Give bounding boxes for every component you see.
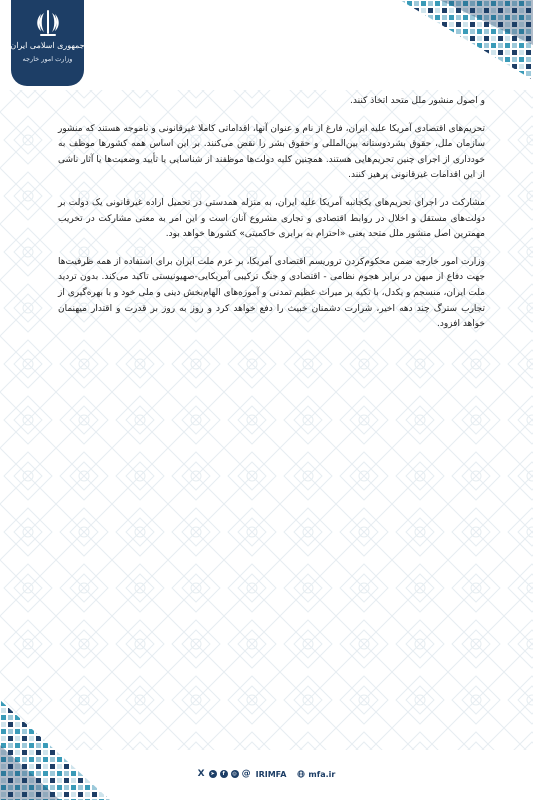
social-handle[interactable]: IRIMFA bbox=[255, 769, 287, 779]
paragraph-3: مشارکت در اجرای تحریم‌های یکجانبه آمریکا علیه ایران، به منزله همدستی در تحمیل اراده غیرقانونی یک دولت بر دولت‌های مستقل و اخلال در روابط اقتصادی و تجاری مشروع آنان است و این امر به معنی مشارکت در تخریب مهمترین اصل منشور ملل متحد یعنی «احترام به برابری حاکمیتی» کشورها خواهد بود. bbox=[58, 197, 485, 240]
telegram-icon[interactable]: ➤ bbox=[210, 771, 215, 777]
paragraph-2: تحریم‌های اقتصادی آمریکا علیه ایران، فارغ از نام و عنوان آنها، اقداماتی کاملا غیرقانونی و ناموجه هستند که منشور سازمان ملل، حقوق بشردوستانه بین‌المللی و حقوق بشر را نقض می‌کنند. بر این اساس همه کشورها موظف به خودداری از اجرای چنین تحریم‌هایی هستند. همچنین کلیه دولت‌ها موظفند از شناسایی یا تأیید وضعیت‌ها یا آثار ناشی از این اقدامات غیرقانونی پرهیز کنند. bbox=[58, 123, 485, 181]
paragraph-1: و اصول منشور ملل متحد اتخاذ کنند. bbox=[350, 96, 485, 106]
ministry-header bbox=[11, 0, 84, 86]
instagram-icon[interactable]: ◎ bbox=[232, 771, 237, 777]
website-link[interactable]: mfa.ir bbox=[308, 769, 336, 779]
paragraph-4: وزارت امور خارجه ضمن محکوم‌کردن تروریسم اقتصادی آمریکا، بر عزم ملت ایران برای استفاده از همه ظرفیت‌ها جهت دفاع از میهن در برابر هجوم نظامی - اقتصادی و جنگ ترکیبی آمریکایی-صهیونیستی تاکید می‌کند. بدون تردید ملت ایران، منسجم و یکدل، با تکیه بر میراث عظیم تمدنی و آموزه‌های الهام‌بخش دینی و ملی خود و با بهره‌گیری از تجارب سترگ چند دهه اخیر، شرارت دشمنان خبیث را دفع خواهد کرد و روز به روز بر قدرت و اقتدار میهنمان خواهد افزود. bbox=[58, 256, 485, 330]
header-title: جمهوری اسلامی ایران bbox=[10, 41, 85, 50]
statement-body bbox=[58, 94, 485, 333]
globe-icon bbox=[297, 770, 305, 778]
emblem-icon bbox=[35, 8, 61, 38]
footer bbox=[0, 764, 533, 784]
at-icon: @ bbox=[241, 769, 251, 779]
header-subtitle: وزارت امور خارجه bbox=[22, 55, 73, 63]
x-icon[interactable]: X bbox=[197, 769, 205, 779]
facebook-icon[interactable]: f bbox=[220, 770, 228, 778]
